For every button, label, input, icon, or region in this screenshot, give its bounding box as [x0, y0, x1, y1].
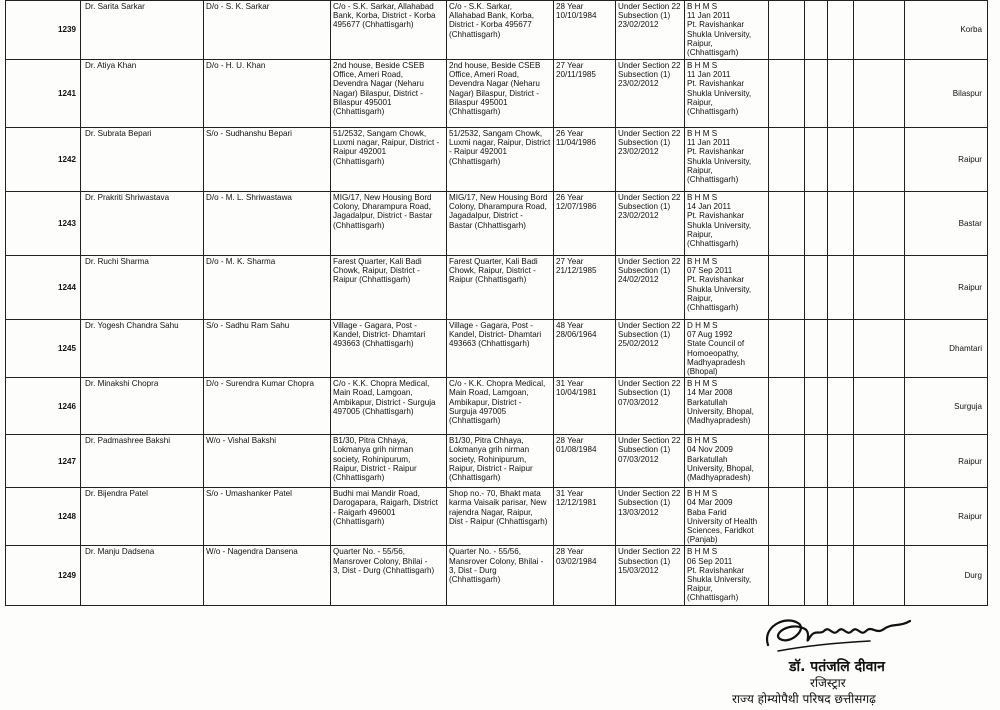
- table-row: [6, 192, 988, 256]
- relation-cell: S/o - Umashanker Patel: [204, 488, 331, 546]
- age-dob-cell: 27 Year 21/12/1985: [554, 256, 616, 320]
- correspondence-address-cell: B1/30, Pitra Chhaya, Lokmanya grih nirman society, Rohinipurum, Raipur, District - Raipur (Chhattisgarh): [447, 435, 554, 488]
- registration-section-cell: Under Section 22 Subsection (1) 07/03/2012: [616, 378, 685, 435]
- doctor-name-cell: Dr. Bijendra Patel: [81, 488, 204, 546]
- correspondence-address-cell: Village - Gagara, Post - Kandel, District- Dhamtari 493663 (Chhattisgarh): [447, 320, 554, 378]
- empty-cell: [854, 192, 905, 256]
- qualification-cell: B H M S 04 Mar 2009 Baba Farid University of Health Sciences, Faridkot (Panjab): [685, 488, 769, 546]
- district-cell: Bastar: [905, 192, 988, 256]
- district-cell: Raipur: [905, 128, 988, 192]
- doctor-name-cell: Dr. Manju Dadsena: [81, 546, 204, 606]
- signatory-title: रजिस्ट्रार: [810, 676, 846, 690]
- qualification-cell: B H M S 11 Jan 2011 Pt. Ravishankar Shukla University, Raipur, (Chhattisgarh): [685, 1, 769, 60]
- relation-cell: W/o - Vishal Bakshi: [204, 435, 331, 488]
- empty-cell: [769, 60, 805, 128]
- serial-number-cell: 1244: [6, 256, 81, 320]
- qualification-cell: B H M S 06 Sep 2011 Pt. Ravishankar Shukla University, Raipur, (Chhattisgarh): [685, 546, 769, 606]
- empty-cell: [805, 546, 828, 606]
- empty-cell: [769, 378, 805, 435]
- doctor-name-cell: Dr. Ruchi Sharma: [81, 256, 204, 320]
- correspondence-address-cell: 51/2532, Sangam Chowk, Luxmi nagar, Raipur, District - Raipur 492001 (Chhattisgarh): [447, 128, 554, 192]
- registration-table: [5, 0, 988, 606]
- empty-cell: [828, 192, 854, 256]
- relation-cell: S/o - Sadhu Ram Sahu: [204, 320, 331, 378]
- age-dob-cell: 28 Year 01/08/1984: [554, 435, 616, 488]
- empty-cell: [854, 1, 905, 60]
- empty-cell: [828, 546, 854, 606]
- qualification-cell: B H M S 04 Nov 2009 Barkatullah University, Bhopal, (Madhyapradesh): [685, 435, 769, 488]
- table-row: [6, 435, 988, 488]
- empty-cell: [769, 1, 805, 60]
- registration-section-cell: Under Section 22 Subsection (1) 23/02/2012: [616, 60, 685, 128]
- empty-cell: [805, 435, 828, 488]
- doctor-name-cell: Dr. Yogesh Chandra Sahu: [81, 320, 204, 378]
- district-cell: Raipur: [905, 256, 988, 320]
- district-cell: Raipur: [905, 488, 988, 546]
- empty-cell: [769, 546, 805, 606]
- age-dob-cell: 27 Year 20/11/1985: [554, 60, 616, 128]
- relation-cell: S/o - Sudhanshu Bepari: [204, 128, 331, 192]
- empty-cell: [854, 488, 905, 546]
- doctor-name-cell: Dr. Minakshi Chopra: [81, 378, 204, 435]
- serial-number-cell: 1249: [6, 546, 81, 606]
- registration-section-cell: Under Section 22 Subsection (1) 24/02/2012: [616, 256, 685, 320]
- qualification-cell: B H M S 11 Jan 2011 Pt. Ravishankar Shukla University, Raipur, (Chhattisgarh): [685, 128, 769, 192]
- relation-cell: D/o - M. L. Shriwastawa: [204, 192, 331, 256]
- age-dob-cell: 48 Year 28/06/1964: [554, 320, 616, 378]
- registration-section-cell: Under Section 22 Subsection (1) 13/03/2012: [616, 488, 685, 546]
- relation-cell: D/o - H. U. Khan: [204, 60, 331, 128]
- serial-number-cell: 1245: [6, 320, 81, 378]
- qualification-cell: B H M S 14 Jan 2011 Pt. Ravishankar Shukla University, Raipur, (Chhattisgarh): [685, 192, 769, 256]
- permanent-address-cell: Farest Quarter, Kali Badi Chowk, Raipur, District - Raipur (Chhattisgarh): [331, 256, 447, 320]
- correspondence-address-cell: Farest Quarter, Kali Badi Chowk, Raipur, District - Raipur (Chhattisgarh): [447, 256, 554, 320]
- qualification-cell: B H M S 11 Jan 2011 Pt. Ravishankar Shukla University, Raipur, (Chhattisgarh): [685, 60, 769, 128]
- doctor-name-cell: Dr. Subrata Bepari: [81, 128, 204, 192]
- permanent-address-cell: 2nd house, Beside CSEB Office, Ameri Road, Devendra Nagar (Neharu Nagar) Bilaspur, District - Bilaspur 495001 (Chhattisgarh): [331, 60, 447, 128]
- empty-cell: [828, 256, 854, 320]
- serial-number-cell: 1246: [6, 378, 81, 435]
- empty-cell: [805, 256, 828, 320]
- qualification-cell: D H M S 07 Aug 1992 State Council of Homoeopathy, Madhyapradesh (Bhopal): [685, 320, 769, 378]
- permanent-address-cell: 51/2532, Sangam Chowk, Luxmi nagar, Raipur, District - Raipur 492001 (Chhattisgarh): [331, 128, 447, 192]
- permanent-address-cell: Budhi mai Mandir Road, Darogapara, Raigarh, District - Raigarh 496001 (Chhattisgarh): [331, 488, 447, 546]
- empty-cell: [828, 435, 854, 488]
- relation-cell: D/o - Surendra Kumar Chopra: [204, 378, 331, 435]
- empty-cell: [828, 378, 854, 435]
- empty-cell: [805, 60, 828, 128]
- district-cell: Dhamtari: [905, 320, 988, 378]
- empty-cell: [828, 488, 854, 546]
- empty-cell: [828, 128, 854, 192]
- empty-cell: [805, 320, 828, 378]
- correspondence-address-cell: MIG/17, New Housing Bord Colony, Dharampura Road, Jagadalpur, District - Bastar (Chhattisgarh): [447, 192, 554, 256]
- empty-cell: [769, 488, 805, 546]
- permanent-address-cell: C/o - K.K. Chopra Medical, Main Road, Lamgoan, Ambikapur, District - Surguja 497005 (Chhattisgarh): [331, 378, 447, 435]
- correspondence-address-cell: Shop no.- 70, Bhakt mata karma Vaisaik parisar, New rajendra Nagar, Raipur, Dist - Raipur (Chhattisgarh): [447, 488, 554, 546]
- empty-cell: [769, 256, 805, 320]
- doctor-name-cell: Dr. Sarita Sarkar: [81, 1, 204, 60]
- registration-section-cell: Under Section 22 Subsection (1) 23/02/2012: [616, 1, 685, 60]
- doctor-name-cell: Dr. Prakriti Shriwastava: [81, 192, 204, 256]
- empty-cell: [805, 128, 828, 192]
- qualification-cell: B H M S 07 Sep 2011 Pt. Ravishankar Shukla University, Raipur, (Chhattisgarh): [685, 256, 769, 320]
- district-cell: Surguja: [905, 378, 988, 435]
- empty-cell: [769, 192, 805, 256]
- table-row: [6, 128, 988, 192]
- doctor-name-cell: Dr. Atiya Khan: [81, 60, 204, 128]
- correspondence-address-cell: 2nd house, Beside CSEB Office, Ameri Road, Devendra Nagar (Neharu Nagar) Bilaspur, District - Bilaspur 495001 (Chhattisgarh): [447, 60, 554, 128]
- table-row: [6, 256, 988, 320]
- table-row: [6, 546, 988, 606]
- district-cell: Raipur: [905, 435, 988, 488]
- empty-cell: [854, 128, 905, 192]
- correspondence-address-cell: C/o - S.K. Sarkar, Allahabad Bank, Korba, District - Korba 495677 (Chhattisgarh): [447, 1, 554, 60]
- table-row: [6, 488, 988, 546]
- age-dob-cell: 26 Year 12/07/1986: [554, 192, 616, 256]
- empty-cell: [854, 435, 905, 488]
- serial-number-cell: 1247: [6, 435, 81, 488]
- serial-number-cell: 1239: [6, 1, 81, 60]
- registration-section-cell: Under Section 22 Subsection (1) 15/03/2012: [616, 546, 685, 606]
- registration-section-cell: Under Section 22 Subsection (1) 25/02/2012: [616, 320, 685, 378]
- table-row: [6, 320, 988, 378]
- correspondence-address-cell: Quarter No. - 55/56, Mansrover Colony, Bhilai - 3, Dist - Durg (Chhattisgarh): [447, 546, 554, 606]
- permanent-address-cell: MIG/17, New Housing Bord Colony, Dharampura Road, Jagadalpur, District - Bastar (Chhattisgarh): [331, 192, 447, 256]
- empty-cell: [854, 546, 905, 606]
- age-dob-cell: 31 Year 12/12/1981: [554, 488, 616, 546]
- empty-cell: [854, 378, 905, 435]
- serial-number-cell: 1243: [6, 192, 81, 256]
- empty-cell: [805, 192, 828, 256]
- district-cell: Korba: [905, 1, 988, 60]
- age-dob-cell: 26 Year 11/04/1986: [554, 128, 616, 192]
- table-row: [6, 378, 988, 435]
- permanent-address-cell: C/o - S.K. Sarkar, Allahabad Bank, Korba, District - Korba 495677 (Chhattisgarh): [331, 1, 447, 60]
- serial-number-cell: 1241: [6, 60, 81, 128]
- relation-cell: W/o - Nagendra Dansena: [204, 546, 331, 606]
- table-row: [6, 60, 988, 128]
- relation-cell: D/o - M. K. Sharma: [204, 256, 331, 320]
- age-dob-cell: 28 Year 10/10/1984: [554, 1, 616, 60]
- registration-section-cell: Under Section 22 Subsection (1) 23/02/2012: [616, 128, 685, 192]
- empty-cell: [828, 320, 854, 378]
- signatory-name: डॉ. पतंजलि दीवान: [789, 659, 885, 675]
- empty-cell: [769, 320, 805, 378]
- empty-cell: [828, 60, 854, 128]
- empty-cell: [805, 1, 828, 60]
- permanent-address-cell: B1/30, Pitra Chhaya, Lokmanya grih nirman society, Rohinipurum, Raipur, District - Raipur (Chhattisgarh): [331, 435, 447, 488]
- registration-section-cell: Under Section 22 Subsection (1) 23/02/2012: [616, 192, 685, 256]
- correspondence-address-cell: C/o - K.K. Chopra Medical, Main Road, Lamgoan, Ambikapur, District - Surguja 497005 (Chhattisgarh): [447, 378, 554, 435]
- signature-scribble: [760, 607, 950, 663]
- serial-number-cell: 1248: [6, 488, 81, 546]
- permanent-address-cell: Village - Gagara, Post - Kandel, District- Dhamtari 493663 (Chhattisgarh): [331, 320, 447, 378]
- age-dob-cell: 28 Year 03/02/1984: [554, 546, 616, 606]
- empty-cell: [828, 1, 854, 60]
- district-cell: Bilaspur: [905, 60, 988, 128]
- table-row: [6, 1, 988, 60]
- empty-cell: [854, 60, 905, 128]
- permanent-address-cell: Quarter No. - 55/56, Mansrover Colony, Bhilai - 3, Dist - Durg (Chhattisgarh): [331, 546, 447, 606]
- qualification-cell: B H M S 14 Mar 2008 Barkatullah University, Bhopal, (Madhyapradesh): [685, 378, 769, 435]
- relation-cell: D/o - S. K. Sarkar: [204, 1, 331, 60]
- empty-cell: [854, 256, 905, 320]
- signatory-organization: राज्य होम्योपैथी परिषद छत्तीसगढ़: [732, 692, 876, 706]
- empty-cell: [854, 320, 905, 378]
- age-dob-cell: 31 Year 10/04/1981: [554, 378, 616, 435]
- empty-cell: [769, 128, 805, 192]
- district-cell: Durg: [905, 546, 988, 606]
- empty-cell: [769, 435, 805, 488]
- doctor-name-cell: Dr. Padmashree Bakshi: [81, 435, 204, 488]
- empty-cell: [805, 488, 828, 546]
- serial-number-cell: 1242: [6, 128, 81, 192]
- empty-cell: [805, 378, 828, 435]
- registration-section-cell: Under Section 22 Subsection (1) 07/03/2012: [616, 435, 685, 488]
